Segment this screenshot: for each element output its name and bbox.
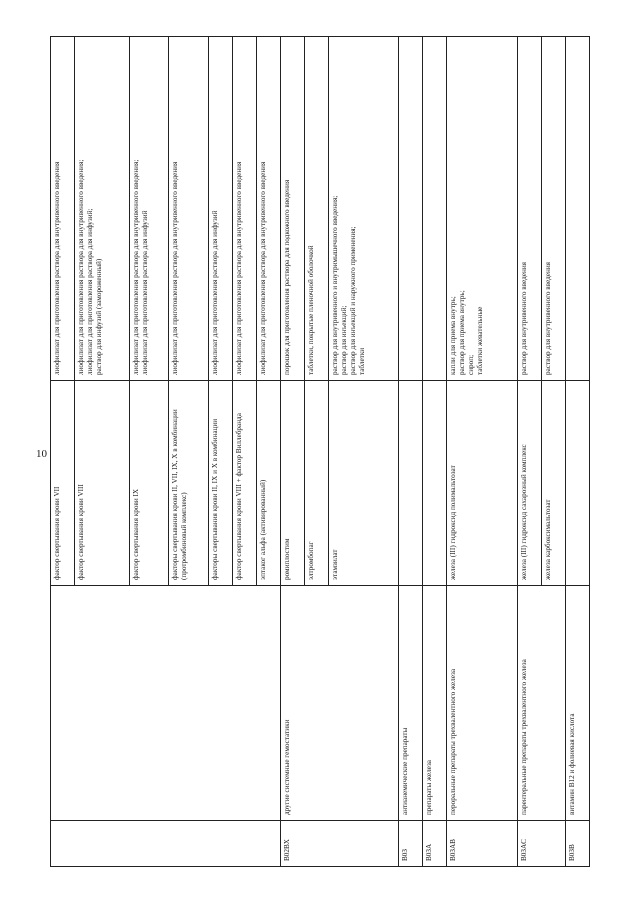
form-line: раствор для инъекций; [340, 305, 349, 375]
drug-cell: фактор свертывания крови VIII [75, 381, 130, 586]
group-cell [51, 586, 281, 821]
forms-cell [75, 37, 130, 381]
forms-cell [399, 37, 423, 381]
table-row [423, 37, 447, 867]
form-line: таблетки [358, 347, 367, 375]
atc-code-cell [51, 821, 281, 867]
form-line: лиофилизат для приготовления раствора для внутривенного введения; [77, 159, 86, 375]
drug-cell: этамзилат [329, 381, 399, 586]
table-row [51, 37, 75, 867]
forms-cell [565, 37, 589, 381]
drug-cell [399, 381, 423, 586]
forms-cell [208, 37, 232, 381]
group-cell: пероральные препараты трехвалентного железа [447, 586, 517, 821]
drug-cell: железа карбоксимальтозат [541, 381, 565, 586]
atc-code-cell: B03A [423, 821, 447, 867]
drug-cell: железа (III) гидроксид полимальтозат [447, 381, 517, 586]
forms-cell [169, 37, 208, 381]
form-line: лиофилизат для приготовления раствора для внутривенного введения [234, 161, 243, 375]
form-line: сироп; [467, 354, 476, 375]
forms-cell [305, 37, 329, 381]
forms-cell [447, 37, 517, 381]
drug-cell: ромиплостим [280, 381, 304, 586]
forms-cell [517, 37, 541, 381]
table-row [399, 37, 423, 867]
form-line: лиофилизат для приготовления раствора для внутривенного введения [53, 161, 61, 375]
rotated-page [50, 37, 590, 867]
drug-cell: фактор свертывания крови IX [129, 381, 168, 586]
table-row [517, 37, 541, 867]
form-line: раствор для инъекций и наружного применения; [349, 226, 358, 375]
form-line: лиофилизат для приготовления раствора для инфузий [140, 210, 149, 375]
drug-cell: фактор свертывания крови VII [51, 381, 75, 586]
form-line: раствор для внутривенного введения [543, 262, 552, 375]
form-line: раствор для внутривенного введения [519, 262, 528, 375]
drug-cell: фактор свертывания крови VIII + фактор Виллебранда [232, 381, 256, 586]
form-line: раствор для внутривенного и внутримышечного введения; [331, 195, 340, 375]
atc-code-cell: B03AC [517, 821, 565, 867]
group-cell: другие системные гемостатики [280, 586, 398, 821]
group-cell: витамин B12 и фолиевая кислота [565, 586, 589, 821]
atc-code-cell: B02BX [280, 821, 398, 867]
group-cell: антианемические препараты [399, 586, 423, 821]
form-line: лиофилизат для приготовления раствора для внутривенного введения [258, 161, 267, 375]
group-cell: парентеральные препараты трехвалентного железа [517, 586, 565, 821]
drug-cell: факторы свертывания крови II, VII, IX, X в комбинации (протромбиновый комплекс) [169, 381, 208, 586]
form-line: таблетки жевательные [476, 306, 485, 375]
form-line: таблетки, покрытые пленочной оболочкой [307, 245, 316, 375]
forms-cell [280, 37, 304, 381]
forms-cell [129, 37, 168, 381]
drug-cell [423, 381, 447, 586]
atc-code-cell: B03 [399, 821, 423, 867]
drug-cell [565, 381, 589, 586]
forms-cell [51, 37, 75, 381]
group-cell: препараты железа [423, 586, 447, 821]
table-row [447, 37, 517, 867]
drug-table [50, 36, 590, 867]
table-row [280, 37, 304, 867]
form-line: лиофилизат для приготовления раствора для внутривенного введения [171, 161, 180, 375]
form-line: лиофилизат для приготовления раствора для инфузий [210, 210, 219, 375]
atc-code-cell: B03B [565, 821, 589, 867]
drug-cell: железа (III) гидроксид сахарозный комплекс [517, 381, 541, 586]
forms-cell [423, 37, 447, 381]
drug-cell: элтромбопаг [305, 381, 329, 586]
forms-cell [232, 37, 256, 381]
form-line: капли для приема внутрь; [449, 296, 458, 375]
drug-cell: факторы свертывания крови II, IX и X в комбинации [208, 381, 232, 586]
atc-code-cell: B03AB [447, 821, 517, 867]
drug-cell: эптаког альфа (активированный) [256, 381, 280, 586]
table-row [565, 37, 589, 867]
form-line: порошок для приготовления раствора для подкожного введения [282, 179, 291, 375]
form-line: лиофилизат для приготовления раствора для инфузий; [86, 208, 95, 375]
forms-cell [256, 37, 280, 381]
form-line: лиофилизат для приготовления раствора для внутривенного введения; [131, 159, 140, 375]
forms-cell [329, 37, 399, 381]
page-number: 10 [36, 448, 47, 460]
form-line: раствор для инфузий (замороженный) [95, 258, 104, 375]
forms-cell [541, 37, 565, 381]
form-line: раствор для приема внутрь; [458, 290, 467, 375]
